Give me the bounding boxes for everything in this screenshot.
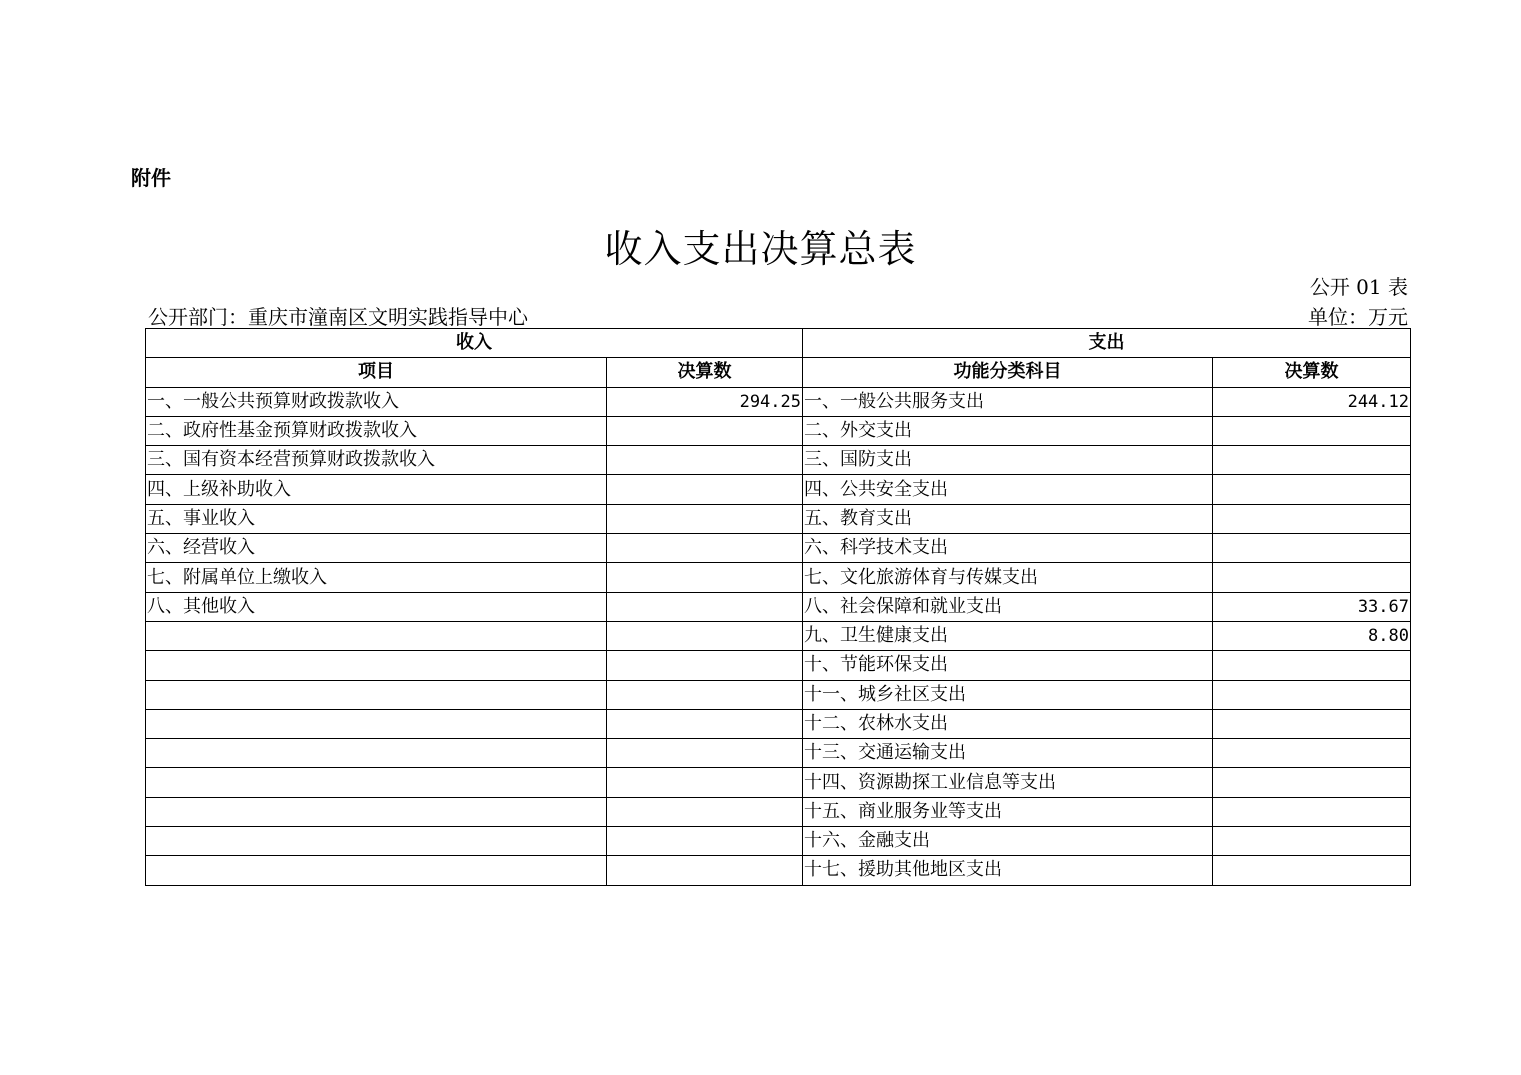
expense-item-cell: 十七、援助其他地区支出	[803, 856, 1213, 885]
income-item-cell	[146, 768, 607, 797]
expense-amount-cell	[1213, 651, 1411, 680]
table-row	[146, 768, 1411, 797]
income-amount-cell	[607, 797, 803, 826]
expense-amount-cell	[1213, 709, 1411, 738]
table-row	[146, 680, 1411, 709]
income-amount-cell	[607, 739, 803, 768]
income-amount-cell: 294.25	[607, 387, 803, 416]
expense-item-cell: 十、节能环保支出	[803, 651, 1213, 680]
income-item-cell	[146, 621, 607, 650]
item-column-header: 项目	[146, 358, 607, 387]
table-row	[146, 592, 1411, 621]
income-amount-cell	[607, 446, 803, 475]
income-item-cell: 二、政府性基金预算财政拨款收入	[146, 416, 607, 445]
table-row	[146, 563, 1411, 592]
table-column-header-row	[146, 358, 1411, 387]
expense-amount-cell: 8.80	[1213, 621, 1411, 650]
income-amount-cell	[607, 475, 803, 504]
income-amount-cell	[607, 709, 803, 738]
department-label: 公开部门：重庆市潼南区文明实践指导中心	[148, 305, 528, 329]
income-item-cell: 四、上级补助收入	[146, 475, 607, 504]
expense-item-cell: 十五、商业服务业等支出	[803, 797, 1213, 826]
income-item-cell: 三、国有资本经营预算财政拨款收入	[146, 446, 607, 475]
income-item-cell	[146, 739, 607, 768]
income-item-cell: 七、附属单位上缴收入	[146, 563, 607, 592]
income-item-cell	[146, 827, 607, 856]
expense-item-cell: 二、外交支出	[803, 416, 1213, 445]
table-row	[146, 621, 1411, 650]
income-item-cell	[146, 680, 607, 709]
expense-group-header: 支出	[803, 329, 1411, 358]
table-row	[146, 534, 1411, 563]
expense-amount-cell	[1213, 768, 1411, 797]
income-amount-cell	[607, 827, 803, 856]
income-amount-cell	[607, 651, 803, 680]
amount-column-header: 决算数	[607, 358, 803, 387]
table-row	[146, 739, 1411, 768]
income-item-cell	[146, 651, 607, 680]
table-row	[146, 651, 1411, 680]
table-row	[146, 387, 1411, 416]
amount2-column-header: 决算数	[1213, 358, 1411, 387]
expense-item-cell: 四、公共安全支出	[803, 475, 1213, 504]
expense-amount-cell	[1213, 797, 1411, 826]
income-item-cell: 八、其他收入	[146, 592, 607, 621]
expense-amount-cell	[1213, 446, 1411, 475]
income-amount-cell	[607, 416, 803, 445]
table-row	[146, 504, 1411, 533]
income-item-cell: 六、经营收入	[146, 534, 607, 563]
unit-label: 单位：万元	[1308, 305, 1408, 329]
expense-amount-cell	[1213, 416, 1411, 445]
income-item-cell	[146, 709, 607, 738]
expense-amount-cell	[1213, 504, 1411, 533]
expense-amount-cell	[1213, 563, 1411, 592]
income-amount-cell	[607, 534, 803, 563]
page-title: 收入支出决算总表	[604, 227, 917, 271]
expense-item-cell: 八、社会保障和就业支出	[803, 592, 1213, 621]
table-row	[146, 709, 1411, 738]
expense-amount-cell	[1213, 680, 1411, 709]
expense-amount-cell	[1213, 534, 1411, 563]
func-category-column-header: 功能分类科目	[803, 358, 1213, 387]
expense-amount-cell: 244.12	[1213, 387, 1411, 416]
expense-item-cell: 五、教育支出	[803, 504, 1213, 533]
expense-item-cell: 十一、城乡社区支出	[803, 680, 1213, 709]
table-code: 公开 01 表	[1309, 275, 1408, 299]
income-group-header: 收入	[146, 329, 803, 358]
expense-item-cell: 十六、金融支出	[803, 827, 1213, 856]
attachment-label: 附件	[131, 166, 171, 190]
expense-amount-cell: 33.67	[1213, 592, 1411, 621]
expense-item-cell: 十三、交通运输支出	[803, 739, 1213, 768]
income-amount-cell	[607, 768, 803, 797]
income-amount-cell	[607, 563, 803, 592]
expense-item-cell: 十二、农林水支出	[803, 709, 1213, 738]
expense-amount-cell	[1213, 827, 1411, 856]
table-group-header-row	[146, 329, 1411, 358]
income-item-cell	[146, 856, 607, 885]
expense-item-cell: 三、国防支出	[803, 446, 1213, 475]
expense-amount-cell	[1213, 475, 1411, 504]
table-row	[146, 797, 1411, 826]
income-item-cell	[146, 797, 607, 826]
table-row	[146, 446, 1411, 475]
income-expense-table	[145, 328, 1411, 886]
income-amount-cell	[607, 856, 803, 885]
table-row	[146, 827, 1411, 856]
expense-item-cell: 七、文化旅游体育与传媒支出	[803, 563, 1213, 592]
expense-item-cell: 十四、资源勘探工业信息等支出	[803, 768, 1213, 797]
expense-item-cell: 九、卫生健康支出	[803, 621, 1213, 650]
income-amount-cell	[607, 621, 803, 650]
table-row	[146, 475, 1411, 504]
expense-item-cell: 六、科学技术支出	[803, 534, 1213, 563]
income-amount-cell	[607, 504, 803, 533]
income-amount-cell	[607, 680, 803, 709]
expense-amount-cell	[1213, 739, 1411, 768]
table-row	[146, 416, 1411, 445]
income-item-cell: 一、一般公共预算财政拨款收入	[146, 387, 607, 416]
expense-item-cell: 一、一般公共服务支出	[803, 387, 1213, 416]
income-amount-cell	[607, 592, 803, 621]
table-row	[146, 856, 1411, 885]
expense-amount-cell	[1213, 856, 1411, 885]
income-item-cell: 五、事业收入	[146, 504, 607, 533]
